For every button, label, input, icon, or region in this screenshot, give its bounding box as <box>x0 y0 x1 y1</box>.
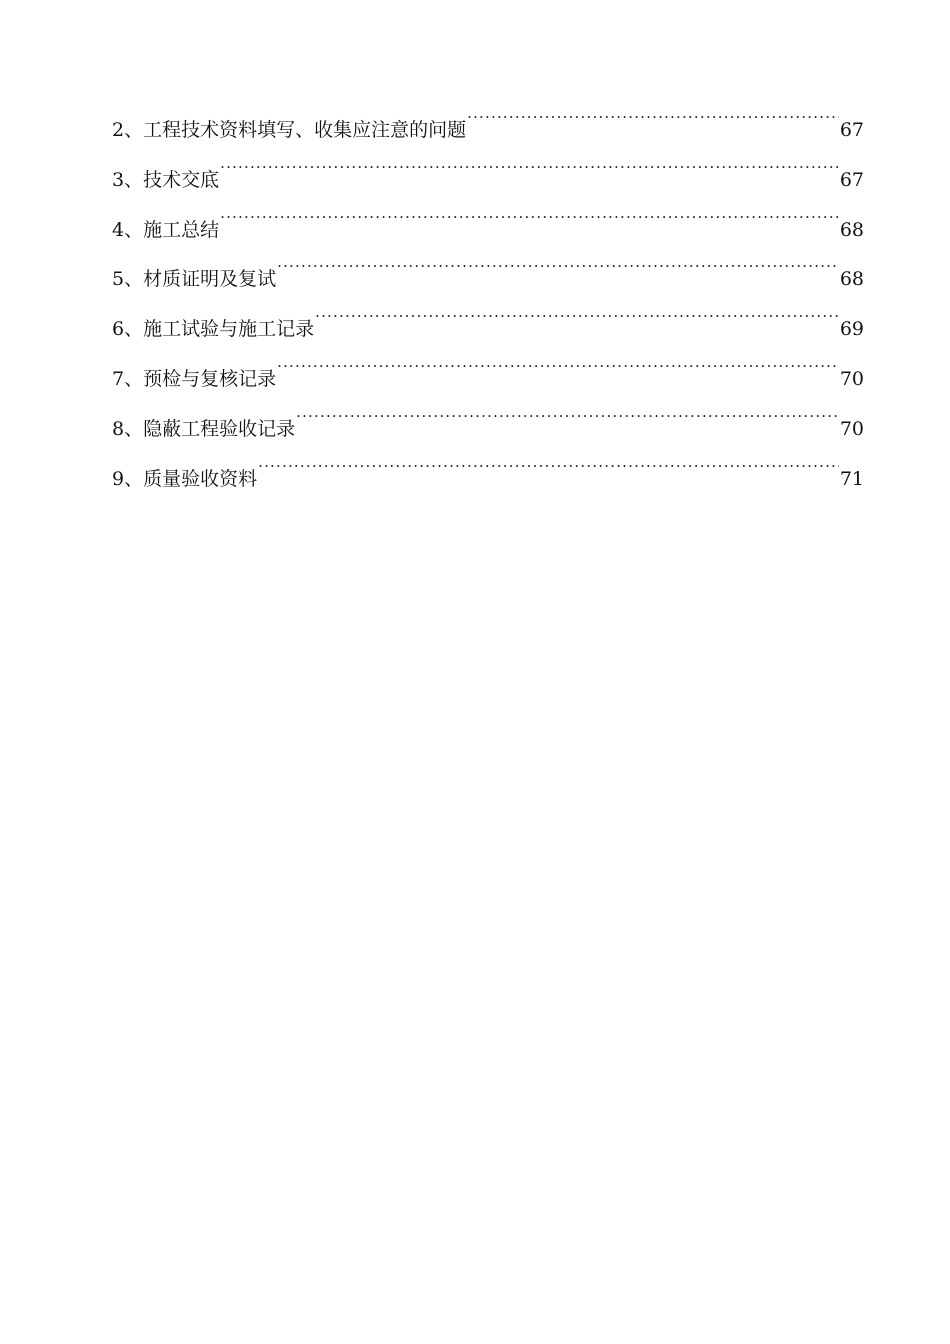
table-of-contents <box>112 106 864 504</box>
toc-entry-title: 质量验收资料 <box>143 467 258 490</box>
toc-dot-leader <box>220 206 839 236</box>
toc-entry-title: 施工总结 <box>143 218 220 241</box>
toc-entry-number: 2、 <box>112 119 144 141</box>
toc-dot-leader <box>315 305 839 335</box>
toc-entry-title: 工程技术资料填写、收集应注意的问题 <box>143 119 467 141</box>
toc-entry-page: 68 <box>839 268 864 291</box>
toc-entry[interactable] <box>112 355 864 405</box>
toc-entry-page: 67 <box>839 119 864 141</box>
toc-entry-number: 8、 <box>112 417 144 440</box>
toc-entry-page: 67 <box>839 168 864 191</box>
toc-entry-title: 预检与复核记录 <box>143 367 277 390</box>
toc-entry-title: 施工试验与施工记录 <box>143 318 315 341</box>
toc-entry-page: 71 <box>839 467 864 490</box>
toc-dot-leader <box>296 405 839 435</box>
toc-entry-page: 69 <box>839 318 864 341</box>
toc-entry[interactable] <box>112 305 864 355</box>
toc-entry-number: 6、 <box>112 318 144 341</box>
toc-entry[interactable] <box>112 255 864 305</box>
toc-entry-title: 技术交底 <box>143 168 220 191</box>
toc-dot-leader <box>220 156 839 186</box>
toc-entry[interactable] <box>112 206 864 256</box>
toc-entry-title: 材质证明及复试 <box>143 268 277 291</box>
toc-entry[interactable] <box>112 455 864 505</box>
toc-entry-number: 5、 <box>112 268 144 291</box>
toc-dot-leader <box>277 255 839 285</box>
toc-entry-title: 隐蔽工程验收记录 <box>143 417 296 440</box>
toc-entry-number: 3、 <box>112 168 144 191</box>
toc-dot-leader <box>467 106 839 136</box>
toc-entry[interactable] <box>112 405 864 455</box>
toc-entry-number: 7、 <box>112 367 144 390</box>
toc-entry-number: 4、 <box>112 218 144 241</box>
toc-dot-leader <box>258 455 839 485</box>
toc-entry[interactable] <box>112 106 864 156</box>
toc-entry-page: 70 <box>839 417 864 440</box>
toc-entry-page: 68 <box>839 218 864 241</box>
toc-entry-page: 70 <box>839 367 864 390</box>
toc-dot-leader <box>277 355 839 385</box>
toc-entry-number: 9、 <box>112 467 144 490</box>
toc-entry[interactable] <box>112 156 864 206</box>
